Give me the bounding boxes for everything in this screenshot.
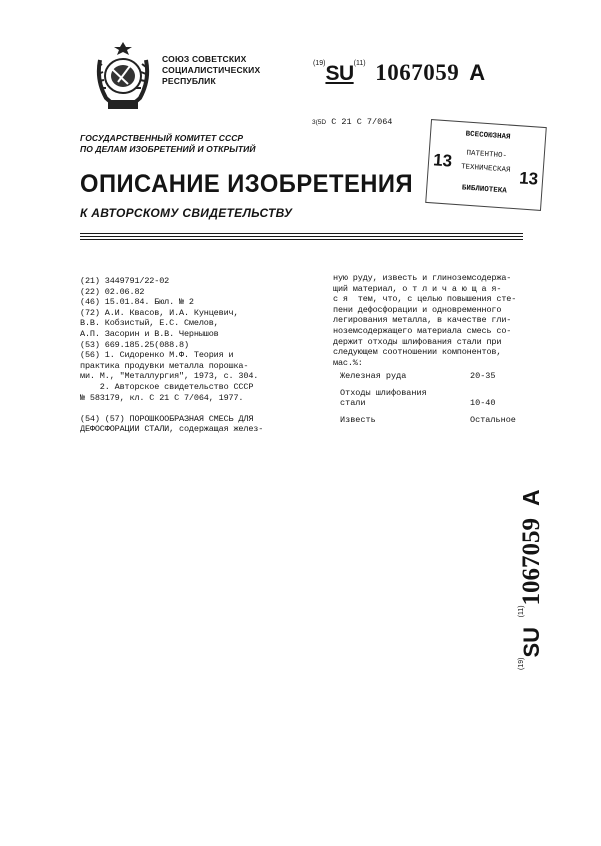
header-rules — [80, 233, 523, 242]
patent-number: 1067059 — [518, 517, 545, 606]
bibliographic-data: (21) 3449791/22-02 (22) 02.06.82 (46) 15.01.84. Бюл. № 2 (72) А.И. Квасов, И.А. Кунцевич, В.В. Кобзистый, Е.С. Смелов, А.П. Засорин и В.В. Чернышов (53) 669.185.25(088.8) (56) 1. Сидоренко М.Ф. Теория и практика продувки металла порошка- ми. М., "Металлургия", 1973, с. 304. 2. Авторское свидетельство СССР № 583179, кл. С 21 С 7/064, 1977. (54) (57) ПОРОШКООБРАЗНАЯ СМЕСЬ ДЛЯ ДЕФОСФОРАЦИИ СТАЛИ, содержащая желез- — [80, 276, 264, 435]
ussr-emblem — [92, 40, 154, 112]
stamp-number-left: 13 — [432, 150, 453, 171]
code-11: (11) — [353, 60, 366, 67]
committee-line: ГОСУДАРСТВЕННЫЙ КОМИТЕТ СССР — [80, 133, 244, 143]
union-line: СОЦИАЛИСТИЧЕСКИХ — [162, 65, 261, 75]
union-line: СОЮЗ СОВЕТСКИХ — [162, 54, 247, 64]
patent-number-header — [313, 60, 485, 86]
stamp-number-right: 13 — [518, 168, 539, 189]
component-name: Отходы шлифования стали — [340, 387, 427, 409]
country-code: SU — [325, 62, 354, 85]
code-19: (19) — [518, 657, 525, 670]
component-name: Известь — [340, 414, 376, 425]
composition-table — [340, 371, 540, 425]
component-name: Железная руда — [340, 371, 407, 381]
component-value: 20-35 — [470, 371, 496, 381]
document-title: ОПИСАНИЕ ИЗОБРЕТЕНИЯ — [80, 170, 413, 198]
kind-code: A — [518, 489, 544, 506]
code-19: (19) — [313, 60, 326, 67]
divider — [80, 236, 523, 237]
divider — [80, 239, 523, 240]
library-stamp — [425, 119, 547, 211]
union-line: РЕСПУБЛИК — [162, 76, 216, 86]
composition-row — [340, 388, 540, 409]
divider — [80, 233, 523, 234]
stamp-line: БИБЛИОТЕКА — [461, 184, 507, 196]
classification-value: С 21 С 7/064 — [331, 117, 393, 127]
document-subtitle: К АВТОРСКОМУ СВИДЕТЕЛЬСТВУ — [80, 206, 293, 220]
composition-row — [340, 415, 540, 426]
stamp-line: ПАТЕНТНО- — [466, 149, 508, 161]
claim-text: ную руду, известь и глиноземсодержа- щий материал, о т л и ч а ю щ а я- с я тем, что, с целью повышения сте- пени дефосфорации и одновременного легирования металла, в качестве гли- ноземсодержащего материала смесь со- держит отходы шлифования стали при следующем соотношении компонентов, мас.%: — [333, 273, 517, 368]
stamp-line: ТЕХНИЧЕСКАЯ — [460, 163, 511, 175]
country-code: SU — [519, 626, 544, 658]
code-11: (11) — [518, 605, 525, 618]
classification — [312, 117, 392, 127]
component-value: 10-40 — [470, 397, 496, 408]
component-value: Остальное — [470, 414, 516, 425]
committee-line: ПО ДЕЛАМ ИЗОБРЕТЕНИЙ И ОТКРЫТИЙ — [80, 144, 256, 154]
kind-code: A — [469, 60, 486, 85]
vertical-patent-number — [518, 489, 546, 670]
classification-code: 3(5D — [312, 119, 327, 126]
composition-row — [340, 371, 540, 382]
stamp-line: ВСЕСОЮЗНАЯ — [465, 130, 511, 142]
union-name — [162, 54, 302, 87]
patent-number: 1067059 — [375, 60, 460, 85]
committee-name — [80, 133, 340, 155]
